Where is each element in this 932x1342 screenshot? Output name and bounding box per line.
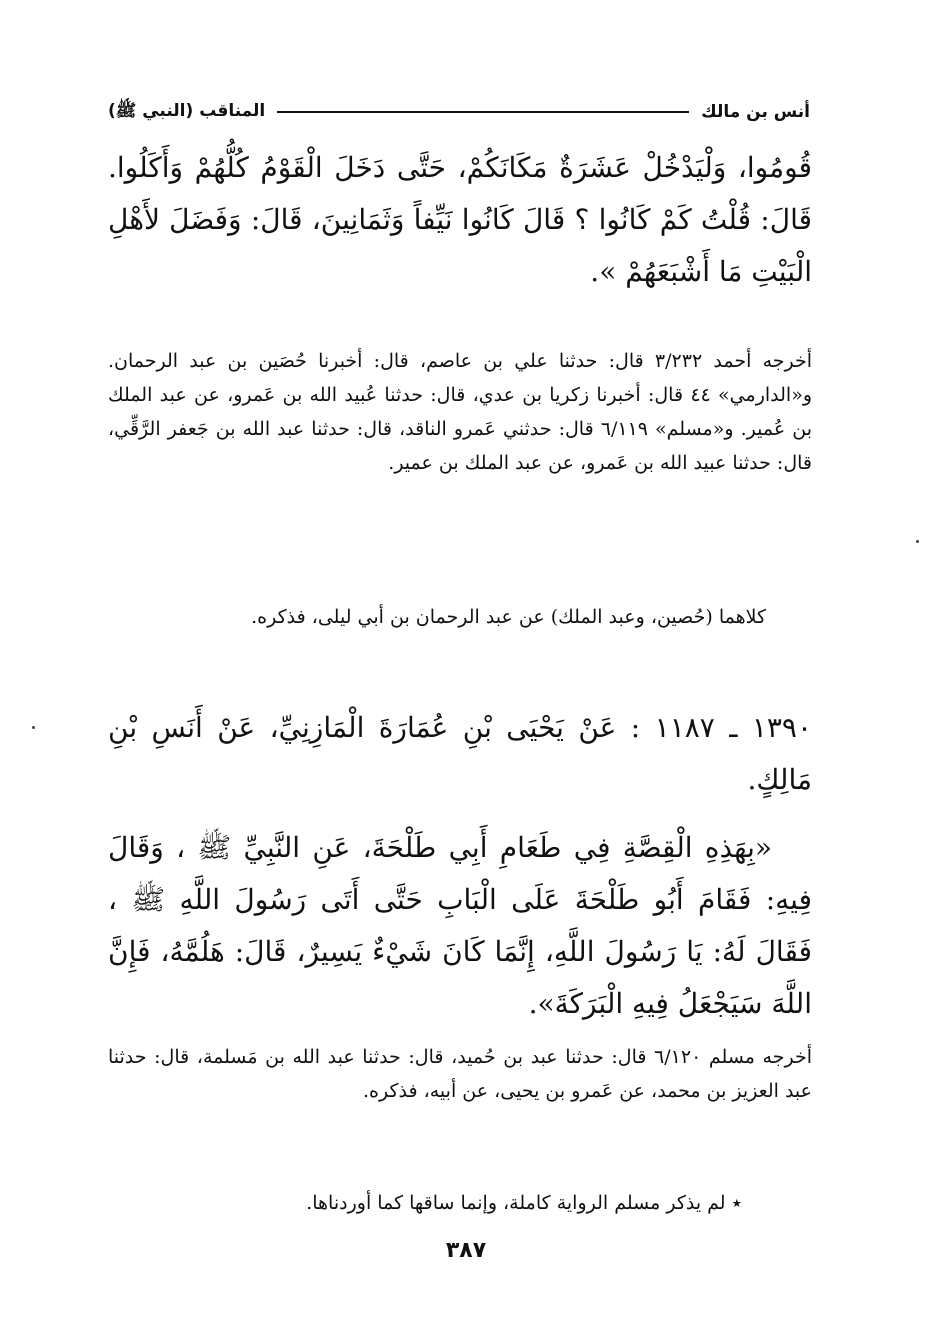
both-narrators-note: كلاهما (حُصين، وعبد الملك) عن عبد الرحمان بن أبي ليلى، فذكره. bbox=[251, 606, 766, 628]
hadith-isnad: : عَنْ يَحْيَى بْنِ عُمَارَةَ الْمَازِنِيِّ، عَنْ أَنَسِ بْنِ مَالِكٍ. bbox=[108, 711, 812, 796]
hadith-heading bbox=[108, 702, 812, 806]
hadith-number: ١٣٩٠ ـ ١١٨٧ bbox=[654, 711, 812, 744]
scan-speck bbox=[32, 726, 35, 729]
hadith-matn: «بِهَذِهِ الْقِصَّةِ فِي طَعَامِ أَبِي طَلْحَةَ، عَنِ النَّبِيِّ ﷺ ، وَقَالَ فِيهِ: فَقَامَ أَبُو طَلْحَةَ عَلَى الْبَابِ حَتَّى أَتَى رَسُولَ اللَّهِ ﷺ ، فَقَالَ لَهُ: يَا رَسُولَ اللَّهِ، إِنَّمَا كَانَ شَيْءٌ يَسِيرٌ، قَالَ: هَلُمَّهُ، فَإِنَّ اللَّهَ سَيَجْعَلُ فِيهِ الْبَرَكَةَ». bbox=[108, 831, 812, 1020]
running-header bbox=[108, 98, 810, 126]
header-chapter-title: المناقب (النبي ﷺ) bbox=[108, 100, 266, 121]
footnote: ٭ لم يذكر مسلم الرواية كاملة، وإنما ساقها كما أوردناها. bbox=[306, 1192, 742, 1214]
header-section-title: أنس بن مالك bbox=[701, 102, 810, 122]
takhrij-paragraph-2: أخرجه مسلم ٦/١٢٠ قال: حدثنا عبد بن حُميد، قال: حدثنا عبد الله بن مَسلمة، قال: حدثنا عبد العزيز بن محمد، عن عَمرو بن يحيى، عن أبيه، فذكره. bbox=[108, 1046, 812, 1102]
takhrij-paragraph: أخرجه أحمد ٣/٢٣٢ قال: حدثنا علي بن عاصم، قال: أخبرنا حُصَين بن عبد الرحمان. و«الدارمي» ٤٤ قال: أخبرنا زكريا بن عدي، قال: حدثنا عُبيد الله بن عَمرو، عن عبد الملك بن عُمير. و«مسلم» ٦/١١٩ قال: حدثني عَمرو الناقد، قال: حدثنا عبد الله بن جَعفر الرَّقِّي، قال: حدثنا عبيد الله بن عَمرو، عن عبد الملك بن عمير. bbox=[108, 350, 813, 474]
header-rule bbox=[277, 111, 689, 113]
page-number: ٣٨٧ bbox=[445, 1238, 487, 1263]
scan-speck bbox=[916, 540, 919, 543]
hadith-continuation: قُومُوا، وَلْيَدْخُلْ عَشَرَةٌ مَكَانَكُمْ، حَتَّى دَخَلَ الْقَوْمُ كُلُّهُمْ وَأَكَلُوا. قَالَ: قُلْتُ كَمْ كَانُوا ؟ قَالَ كَانُوا نَيِّفاً وَثَمَانِينَ، قَالَ: وَفَضَلَ لأَهْلِ الْبَيْتِ مَا أَشْبَعَهُمْ ». bbox=[108, 151, 812, 288]
